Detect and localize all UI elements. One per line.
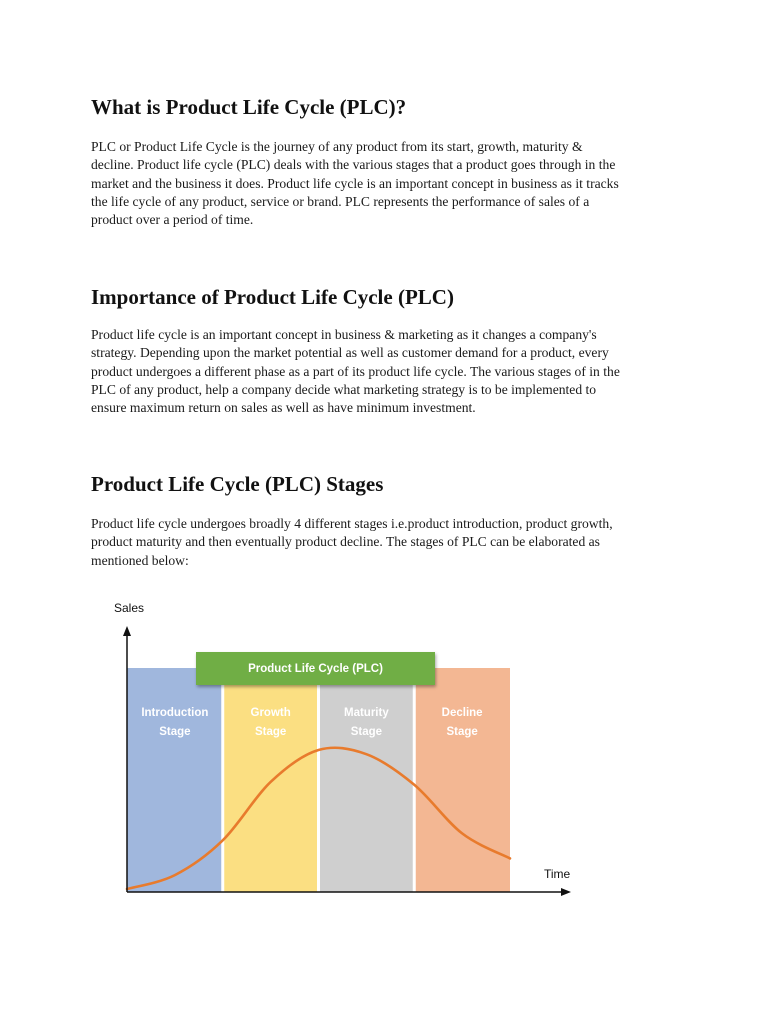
paragraph-line: market and the business it does. Product life cycle is an important concept in business as it tracks: [91, 175, 619, 191]
stage-label-growth: Stage: [254, 726, 287, 738]
stage-label-decline: Stage: [446, 726, 478, 738]
stage-label-decline: Decline: [441, 707, 483, 719]
section-heading-importance: Importance of Product Life Cycle (PLC): [91, 285, 454, 309]
stage-label-maturity: Stage: [350, 726, 383, 738]
paragraph-line: mentioned below:: [91, 552, 189, 568]
stage-label-introduction: Introduction: [141, 707, 209, 719]
x-axis-arrow: [561, 888, 571, 896]
paragraph-line: Product life cycle undergoes broadly 4 different stages i.e.product introduction, product growth,: [91, 516, 613, 531]
x-axis-label: Time: [544, 867, 571, 881]
paragraph-line: PLC of any product, help a company decide what marketing strategy is to be implemented to: [91, 381, 597, 397]
paragraph-line: ensure maximum return on sales as well as have minimum investment.: [91, 400, 476, 416]
paragraph-line: PLC or Product Life Cycle is the journey of any product from its start, growth, maturity &: [91, 139, 583, 154]
paragraph-line: product maturity and then eventually product decline. The stages of PLC can be elaborated as: [91, 534, 600, 550]
stage-band-growth: [223, 668, 319, 892]
y-axis-arrow: [123, 626, 131, 636]
paragraph-line: Product life cycle is an important concept in business & marketing as it changes a company's: [91, 327, 597, 342]
chart-title: Product Life Cycle (PLC): [248, 663, 383, 676]
section-heading-stages: Product Life Cycle (PLC) Stages: [91, 472, 384, 496]
stage-band-maturity: [319, 668, 415, 892]
section-heading-what-is-plc: What is Product Life Cycle (PLC)?: [91, 95, 407, 119]
paragraph-line: strategy. Depending upon the market potential as well as customer demand for a product, every: [91, 345, 609, 361]
stage-label-introduction: Stage: [159, 726, 191, 738]
y-axis-label: Sales: [114, 601, 145, 615]
paragraph-line: decline. Product life cycle (PLC) deals with the various stages that a product goes through in the: [91, 157, 616, 173]
stage-label-growth: Growth: [250, 707, 291, 719]
stage-band-introduction: [127, 668, 223, 892]
paragraph-line: the life cycle of any product, service or brand. PLC represents the performance of sales of a: [91, 193, 590, 209]
paragraph-line: product over a period of time.: [91, 212, 254, 228]
stage-label-maturity: Maturity: [344, 707, 389, 719]
paragraph-line: product undergoes a different phase as a part of its product life cycle. The various stages of in the: [91, 363, 620, 379]
stage-band-decline: [414, 668, 510, 892]
